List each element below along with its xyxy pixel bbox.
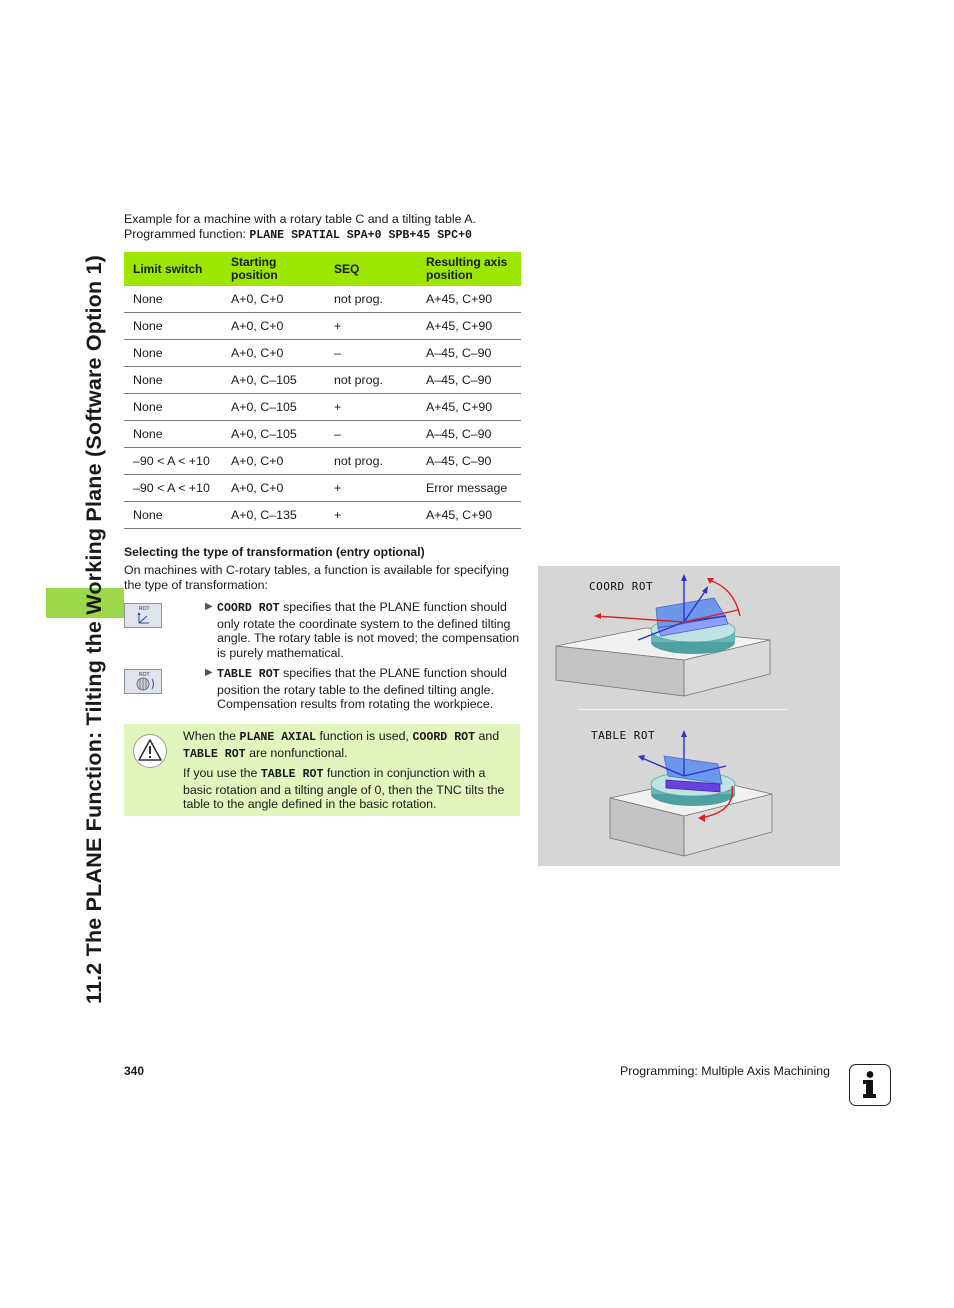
cell: –: [325, 421, 417, 448]
rotary-table-icon: [125, 670, 161, 693]
figure-illustration: [538, 566, 840, 866]
table-rot-softkey[interactable]: [124, 669, 162, 694]
col-header-limit-switch: Limit switch: [124, 252, 222, 286]
cell: not prog.: [325, 286, 417, 313]
cell: +: [325, 394, 417, 421]
table-row: [124, 448, 521, 475]
note-text: function in conjunction with a basic rotation and a tilting angle of 0, then the TNC tilts the table to the angle defined in the basic rotation.: [183, 766, 505, 811]
table-rot-description: [205, 666, 520, 711]
cell: A+0, C+0: [222, 340, 325, 367]
table-row: [124, 286, 521, 313]
softkey-label: ROT: [139, 672, 150, 678]
note-text: function is used,: [316, 729, 413, 743]
section-text: On machines with C-rotary tables, a function is available for specifying the type of transformation:: [124, 563, 509, 592]
table-row: [124, 367, 521, 394]
cell: None: [124, 394, 222, 421]
col-header-seq: SEQ: [325, 252, 417, 286]
cell: None: [124, 340, 222, 367]
intro-line: Example for a machine with a rotary table C and a tilting table A.: [124, 212, 476, 226]
coord-rot-code: COORD ROT: [217, 602, 280, 615]
cell: not prog.: [325, 448, 417, 475]
bullet-text: [217, 666, 520, 712]
table-row: [124, 475, 521, 502]
cell: A–45, C–90: [417, 448, 521, 475]
table-row: [124, 340, 521, 367]
note-paragraph-1: [183, 729, 513, 762]
cell: None: [124, 367, 222, 394]
coord-rot-text: specifies that the PLANE function should only rotate the coordinate system to the defined tilting angle. The rotary table is not moved; the compensation is purely mathematical.: [217, 600, 520, 660]
section-heading: Selecting the type of transformation (entry optional): [124, 545, 425, 559]
table-header-row: [124, 252, 521, 286]
table-row: [124, 313, 521, 340]
col-header-starting-position: Starting position: [222, 252, 325, 286]
cell: +: [325, 502, 417, 529]
cell: A–45, C–90: [417, 340, 521, 367]
note-box: [124, 724, 520, 816]
cell: A+0, C+0: [222, 313, 325, 340]
note-text: If you use the: [183, 766, 261, 780]
limit-switch-table: [124, 252, 521, 529]
note-code: COORD ROT: [412, 731, 476, 744]
cell: –: [325, 340, 417, 367]
intro-code: PLANE SPATIAL SPA+0 SPB+45 SPC+0: [249, 228, 472, 242]
cell: None: [124, 286, 222, 313]
intro-text: [124, 212, 476, 243]
cell: A+0, C–105: [222, 367, 325, 394]
col-header-resulting-position: Resulting axis position: [417, 252, 521, 286]
cell: –90 < A < +10: [124, 448, 222, 475]
cell: A–45, C–90: [417, 421, 521, 448]
warning-triangle-icon: [133, 734, 167, 768]
warning-triangle-glyph: [134, 735, 166, 767]
cell: A+0, C+0: [222, 448, 325, 475]
info-glyph: [850, 1065, 889, 1104]
cell: Error message: [417, 475, 521, 502]
cell: +: [325, 475, 417, 502]
cell: A+0, C+0: [222, 286, 325, 313]
note-code: TABLE ROT: [183, 747, 246, 761]
cell: None: [124, 313, 222, 340]
softkey-label: ROT: [139, 606, 150, 612]
note-code: TABLE ROT: [260, 768, 324, 781]
intro-function-line: [124, 227, 476, 244]
coordinate-axes-icon: [125, 604, 161, 627]
cell: A+0, C–105: [222, 394, 325, 421]
cell: A+45, C+90: [417, 286, 521, 313]
note-text: are nonfunctional.: [245, 745, 348, 760]
cell: A+0, C+0: [222, 475, 325, 502]
bullet-arrow-icon: ▶: [205, 601, 213, 612]
footer-title: Programming: Multiple Axis Machining: [620, 1064, 831, 1078]
table-row: [124, 394, 521, 421]
figure-label-coord-rot: COORD ROT: [589, 580, 654, 593]
note-paragraph-2: [183, 766, 513, 812]
cell: +: [325, 313, 417, 340]
cell: not prog.: [325, 367, 417, 394]
transformation-figure: [538, 566, 840, 866]
cell: A+45, C+90: [417, 502, 521, 529]
table-rot-text: specifies that the PLANE function should position the rotary table to the defined tilting angle. Compensation results from rotating the workpiece.: [217, 666, 507, 711]
intro-prefix: Programmed function:: [124, 226, 250, 241]
cell: A+45, C+90: [417, 394, 521, 421]
cell: A–45, C–90: [417, 367, 521, 394]
page-number: 340: [124, 1064, 145, 1078]
bullet-arrow-icon: ▶: [205, 667, 213, 678]
note-code: PLANE AXIAL: [239, 731, 317, 744]
cell: A+0, C–135: [222, 502, 325, 529]
cell: None: [124, 421, 222, 448]
table-row: [124, 421, 521, 448]
cell: –90 < A < +10: [124, 475, 222, 502]
note-text: When the: [183, 729, 240, 743]
figure-label-table-rot: TABLE ROT: [591, 729, 656, 742]
coord-rot-softkey[interactable]: [124, 603, 162, 628]
table-row: [124, 502, 521, 529]
cell: A+0, C–105: [222, 421, 325, 448]
cell: A+45, C+90: [417, 313, 521, 340]
note-text: and: [475, 729, 500, 743]
info-i-icon[interactable]: [849, 1064, 891, 1106]
table-rot-code: TABLE ROT: [217, 668, 280, 681]
cell: None: [124, 502, 222, 529]
coord-rot-description: [205, 600, 520, 660]
bullet-text: [217, 600, 520, 660]
section-title: 11.2 The PLANE Function: Tilting the Working Plane (Software Option 1): [82, 254, 106, 1004]
